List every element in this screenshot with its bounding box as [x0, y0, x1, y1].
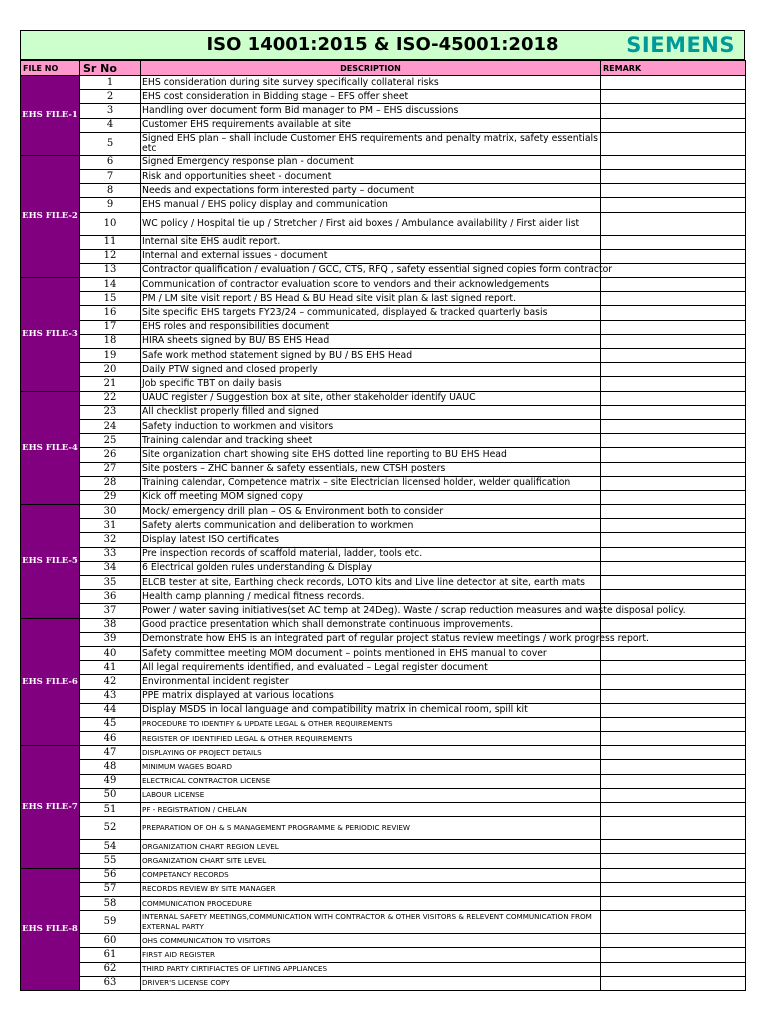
remark-cell[interactable]	[601, 868, 746, 882]
table-body	[21, 76, 746, 991]
sr-no-cell: 18	[80, 334, 141, 348]
table-header-row	[21, 61, 746, 76]
sr-no-cell: 54	[80, 840, 141, 854]
sr-no-cell: 21	[80, 377, 141, 391]
file-group-label: EHS FILE-4	[21, 391, 80, 505]
title-bar	[20, 30, 745, 60]
description-cell: Communication of contractor evaluation score to vendors and their acknowledgements	[141, 278, 601, 292]
table-row	[21, 419, 746, 433]
table-row	[21, 817, 746, 840]
remark-cell[interactable]	[601, 419, 746, 433]
description-cell: Needs and expectations form interested party – document	[141, 184, 601, 198]
remark-cell[interactable]	[601, 547, 746, 561]
sr-no-cell: 47	[80, 746, 141, 760]
remark-cell[interactable]	[601, 434, 746, 448]
sr-no-cell: 20	[80, 363, 141, 377]
description-cell: HIRA sheets signed by BU/ BS EHS Head	[141, 334, 601, 348]
remark-cell[interactable]	[601, 320, 746, 334]
sr-no-cell: 60	[80, 934, 141, 948]
sr-no-cell: 35	[80, 576, 141, 590]
description-cell: PROCEDURE TO IDENTIFY & UPDATE LEGAL & OTHER REQUIREMENTS	[141, 717, 601, 731]
sr-no-cell: 27	[80, 462, 141, 476]
remark-cell[interactable]	[601, 306, 746, 320]
description-cell: Job specific TBT on daily basis	[141, 377, 601, 391]
description-cell: Training calendar, Competence matrix – site Electrician licensed holder, welder qualification	[141, 476, 601, 490]
table-row	[21, 198, 746, 212]
remark-cell[interactable]	[601, 746, 746, 760]
description-cell: Safety alerts communication and deliberation to workmen	[141, 519, 601, 533]
sr-no-cell: 28	[80, 476, 141, 490]
table-row	[21, 732, 746, 746]
remark-cell[interactable]	[601, 363, 746, 377]
sr-no-cell: 10	[80, 212, 141, 235]
remark-cell[interactable]	[601, 840, 746, 854]
sr-no-cell: 56	[80, 868, 141, 882]
file-group-label: EHS FILE-8	[21, 868, 80, 990]
table-row	[21, 448, 746, 462]
table-row	[21, 249, 746, 263]
description-cell: Training calendar and tracking sheet	[141, 434, 601, 448]
sr-no-cell: 5	[80, 132, 141, 155]
remark-cell[interactable]	[601, 118, 746, 132]
description-cell: REGISTER OF IDENTIFIED LEGAL & OTHER REQUIREMENTS	[141, 732, 601, 746]
remark-cell[interactable]	[601, 803, 746, 817]
sr-no-cell: 15	[80, 292, 141, 306]
description-cell: EHS roles and responsibilities document	[141, 320, 601, 334]
table-row	[21, 334, 746, 348]
table-row	[21, 675, 746, 689]
table-row	[21, 292, 746, 306]
sr-no-cell: 50	[80, 788, 141, 802]
remark-cell[interactable]	[601, 278, 746, 292]
table-row	[21, 788, 746, 802]
table-row	[21, 377, 746, 391]
description-cell: ELCB tester at site, Earthing check records, LOTO kits and Live line detector at site, earth mats	[141, 576, 601, 590]
siemens-logo: SIEMENS	[626, 33, 735, 57]
description-cell: 6 Electrical golden rules understanding & Display	[141, 561, 601, 575]
sr-no-cell: 23	[80, 405, 141, 419]
sr-no-cell: 17	[80, 320, 141, 334]
remark-cell[interactable]	[601, 212, 746, 235]
table-row	[21, 235, 746, 249]
description-cell: ORGANIZATION CHART SITE LEVEL	[141, 854, 601, 868]
table-row	[21, 911, 746, 934]
description-cell: EHS cost consideration in Bidding stage – EFS offer sheet	[141, 90, 601, 104]
description-cell: PF - REGISTRATION / CHELAN	[141, 803, 601, 817]
description-cell: Safe work method statement signed by BU / BS EHS Head	[141, 349, 601, 363]
description-cell: Mock/ emergency drill plan – OS & Environment both to consider	[141, 505, 601, 519]
remark-cell[interactable]	[601, 349, 746, 363]
table-row	[21, 703, 746, 717]
file-group-label: EHS FILE-2	[21, 155, 80, 277]
table-row	[21, 618, 746, 632]
file-group-label: EHS FILE-1	[21, 76, 80, 156]
file-group-label: EHS FILE-7	[21, 746, 80, 868]
sr-no-cell: 38	[80, 618, 141, 632]
remark-cell[interactable]	[601, 263, 746, 277]
sr-no-cell: 33	[80, 547, 141, 561]
sr-no-cell: 32	[80, 533, 141, 547]
description-cell: Site posters – ZHC banner & safety essentials, new CTSH posters	[141, 462, 601, 476]
description-cell: Display latest ISO certificates	[141, 533, 601, 547]
remark-cell[interactable]	[601, 760, 746, 774]
table-row	[21, 76, 746, 90]
table-row	[21, 533, 746, 547]
description-cell: Site organization chart showing site EHS dotted line reporting to BU EHS Head	[141, 448, 601, 462]
description-cell: Customer EHS requirements available at site	[141, 118, 601, 132]
remark-cell[interactable]	[601, 732, 746, 746]
table-row	[21, 349, 746, 363]
sr-no-cell: 48	[80, 760, 141, 774]
sr-no-cell: 12	[80, 249, 141, 263]
sr-no-cell: 19	[80, 349, 141, 363]
description-cell: DRIVER'S LICENSE COPY	[141, 976, 601, 990]
remark-cell[interactable]	[601, 476, 746, 490]
remark-cell[interactable]	[601, 948, 746, 962]
table-row	[21, 363, 746, 377]
page-title: ISO 14001:2015 & ISO-45001:2018	[206, 34, 559, 55]
description-cell: RECORDS REVIEW BY SITE MANAGER	[141, 882, 601, 896]
description-cell: EHS manual / EHS policy display and communication	[141, 198, 601, 212]
description-cell: PPE matrix displayed at various locations	[141, 689, 601, 703]
document-sheet	[20, 30, 745, 991]
remark-cell[interactable]	[601, 962, 746, 976]
description-cell: Signed Emergency response plan - document	[141, 155, 601, 169]
remark-cell[interactable]	[601, 90, 746, 104]
description-cell: Risk and opportunities sheet - document	[141, 169, 601, 183]
remark-cell[interactable]	[601, 646, 746, 660]
table-row	[21, 760, 746, 774]
table-row	[21, 169, 746, 183]
table-row	[21, 212, 746, 235]
sr-no-cell: 8	[80, 184, 141, 198]
description-cell: Internal site EHS audit report.	[141, 235, 601, 249]
table-row	[21, 391, 746, 405]
table-row	[21, 576, 746, 590]
sr-no-cell: 58	[80, 896, 141, 910]
description-cell: Signed EHS plan – shall include Customer EHS requirements and penalty matrix, safety essentials etc	[141, 132, 601, 155]
table-row	[21, 505, 746, 519]
sr-no-cell: 26	[80, 448, 141, 462]
remark-cell[interactable]	[601, 76, 746, 90]
sr-no-cell: 41	[80, 661, 141, 675]
sr-no-cell: 6	[80, 155, 141, 169]
remark-cell[interactable]	[601, 976, 746, 990]
sr-no-cell: 49	[80, 774, 141, 788]
remark-cell[interactable]	[601, 132, 746, 155]
description-cell: Site specific EHS targets FY23/24 – communicated, displayed & tracked quarterly basis	[141, 306, 601, 320]
checklist-table	[20, 60, 746, 991]
sr-no-cell: 14	[80, 278, 141, 292]
file-no-header: FILE NO	[21, 61, 80, 76]
remark-cell[interactable]	[601, 911, 746, 934]
description-cell: MINIMUM WAGES BOARD	[141, 760, 601, 774]
sr-no-cell: 16	[80, 306, 141, 320]
table-row	[21, 948, 746, 962]
table-row	[21, 896, 746, 910]
description-cell: All checklist properly filled and signed	[141, 405, 601, 419]
table-row	[21, 490, 746, 504]
remark-cell[interactable]	[601, 590, 746, 604]
table-row	[21, 519, 746, 533]
sr-no-cell: 45	[80, 717, 141, 731]
remark-cell[interactable]	[601, 788, 746, 802]
remark-cell[interactable]	[601, 405, 746, 419]
sr-no-cell: 37	[80, 604, 141, 618]
table-row	[21, 306, 746, 320]
remark-cell[interactable]	[601, 675, 746, 689]
table-row	[21, 263, 746, 277]
table-row	[21, 803, 746, 817]
table-row	[21, 278, 746, 292]
description-cell: WC policy / Hospital tie up / Stretcher / First aid boxes / Ambulance availability / First aider list	[141, 212, 601, 235]
sr-no-cell: 4	[80, 118, 141, 132]
table-row	[21, 320, 746, 334]
sr-no-cell: 13	[80, 263, 141, 277]
description-cell: Demonstrate how EHS is an integrated part of regular project status review meetings / work progress report.	[141, 632, 601, 646]
sr-no-cell: 63	[80, 976, 141, 990]
sr-no-cell: 59	[80, 911, 141, 934]
sr-no-cell: 7	[80, 169, 141, 183]
description-cell: Daily PTW signed and closed properly	[141, 363, 601, 377]
table-row	[21, 882, 746, 896]
table-row	[21, 405, 746, 419]
remark-cell[interactable]	[601, 249, 746, 263]
sr-no-cell: 29	[80, 490, 141, 504]
sr-no-cell: 24	[80, 419, 141, 433]
table-row	[21, 434, 746, 448]
table-row	[21, 646, 746, 660]
table-row	[21, 462, 746, 476]
description-cell: INTERNAL SAFETY MEETINGS,COMMUNICATION WITH CONTRACTOR & OTHER VISITORS & RELEVENT COMMUNICATION FROM EXTERNAL PARTY	[141, 911, 601, 934]
description-cell: Kick off meeting MOM signed copy	[141, 490, 601, 504]
description-cell: Pre inspection records of scaffold material, ladder, tools etc.	[141, 547, 601, 561]
description-cell: PREPARATION OF OH & S MANAGEMENT PROGRAMME & PERIODIC REVIEW	[141, 817, 601, 840]
remark-cell[interactable]	[601, 896, 746, 910]
table-row	[21, 155, 746, 169]
sr-no-cell: 9	[80, 198, 141, 212]
description-cell: PM / LM site visit report / BS Head & BU Head site visit plan & last signed report.	[141, 292, 601, 306]
table-row	[21, 476, 746, 490]
description-cell: Safety induction to workmen and visitors	[141, 419, 601, 433]
table-row	[21, 934, 746, 948]
description-cell: Contractor qualification / evaluation / GCC, CTS, RFQ , safety essential signed copies form contractor	[141, 263, 601, 277]
table-row	[21, 717, 746, 731]
remark-cell[interactable]	[601, 490, 746, 504]
remark-cell[interactable]	[601, 854, 746, 868]
description-cell: ORGANIZATION CHART REGION LEVEL	[141, 840, 601, 854]
remark-cell[interactable]	[601, 334, 746, 348]
remark-cell[interactable]	[601, 235, 746, 249]
table-row	[21, 689, 746, 703]
remark-cell[interactable]	[601, 519, 746, 533]
sr-no-cell: 3	[80, 104, 141, 118]
sr-no-cell: 25	[80, 434, 141, 448]
description-cell: Handling over document form Bid manager to PM – EHS discussions	[141, 104, 601, 118]
sr-no-cell: 31	[80, 519, 141, 533]
sr-no-cell: 11	[80, 235, 141, 249]
file-group-label: EHS FILE-5	[21, 505, 80, 619]
table-row	[21, 561, 746, 575]
table-row	[21, 590, 746, 604]
sr-no-cell: 55	[80, 854, 141, 868]
remark-header: REMARK	[601, 61, 746, 76]
file-group-label: EHS FILE-6	[21, 618, 80, 746]
table-row	[21, 104, 746, 118]
remark-cell[interactable]	[601, 462, 746, 476]
remark-cell[interactable]	[601, 618, 746, 632]
remark-cell[interactable]	[601, 184, 746, 198]
table-row	[21, 661, 746, 675]
table-row	[21, 840, 746, 854]
sr-no-cell: 51	[80, 803, 141, 817]
sr-no-cell: 36	[80, 590, 141, 604]
description-cell: Internal and external issues - document	[141, 249, 601, 263]
description-cell: Display MSDS in local language and compatibility matrix in chemical room, spill kit	[141, 703, 601, 717]
remark-cell[interactable]	[601, 104, 746, 118]
remark-cell[interactable]	[601, 661, 746, 675]
remark-cell[interactable]	[601, 198, 746, 212]
description-cell: THIRD PARTY CIRTIFIACTES OF LIFTING APPLIANCES	[141, 962, 601, 976]
sr-no-cell: 2	[80, 90, 141, 104]
sr-no-cell: 44	[80, 703, 141, 717]
remark-cell[interactable]	[601, 717, 746, 731]
sr-no-cell: 1	[80, 76, 141, 90]
description-cell: COMMUNICATION PROCEDURE	[141, 896, 601, 910]
remark-cell[interactable]	[601, 155, 746, 169]
file-group-label: EHS FILE-3	[21, 278, 80, 392]
remark-cell[interactable]	[601, 774, 746, 788]
description-cell: Safety committee meeting MOM document – points mentioned in EHS manual to cover	[141, 646, 601, 660]
remark-cell[interactable]	[601, 817, 746, 840]
table-row	[21, 132, 746, 155]
sr-no-cell: 61	[80, 948, 141, 962]
description-cell: LABOUR LICENSE	[141, 788, 601, 802]
remark-cell[interactable]	[601, 169, 746, 183]
sr-no-cell: 39	[80, 632, 141, 646]
table-row	[21, 774, 746, 788]
table-row	[21, 976, 746, 990]
remark-cell[interactable]	[601, 505, 746, 519]
table-row	[21, 604, 746, 618]
description-cell: DISPLAYING OF PROJECT DETAILS	[141, 746, 601, 760]
remark-cell[interactable]	[601, 533, 746, 547]
table-row	[21, 854, 746, 868]
sr-no-header: Sr No	[80, 61, 141, 76]
sr-no-cell: 43	[80, 689, 141, 703]
sr-no-cell: 52	[80, 817, 141, 840]
description-cell: EHS consideration during site survey specifically collateral risks	[141, 76, 601, 90]
description-cell: Health camp planning / medical fitness records.	[141, 590, 601, 604]
table-row	[21, 547, 746, 561]
table-row	[21, 90, 746, 104]
description-cell: COMPETANCY RECORDS	[141, 868, 601, 882]
table-row	[21, 962, 746, 976]
sr-no-cell: 62	[80, 962, 141, 976]
description-cell: Environmental incident register	[141, 675, 601, 689]
remark-cell[interactable]	[601, 689, 746, 703]
remark-cell[interactable]	[601, 448, 746, 462]
table-row	[21, 184, 746, 198]
sr-no-cell: 30	[80, 505, 141, 519]
remark-cell[interactable]	[601, 882, 746, 896]
remark-cell[interactable]	[601, 292, 746, 306]
description-cell: UAUC register / Suggestion box at site, other stakeholder identify UAUC	[141, 391, 601, 405]
sr-no-cell: 34	[80, 561, 141, 575]
description-cell: ELECTRICAL CONTRACTOR LICENSE	[141, 774, 601, 788]
remark-cell[interactable]	[601, 391, 746, 405]
sr-no-cell: 40	[80, 646, 141, 660]
remark-cell[interactable]	[601, 703, 746, 717]
sr-no-cell: 42	[80, 675, 141, 689]
remark-cell[interactable]	[601, 561, 746, 575]
remark-cell[interactable]	[601, 377, 746, 391]
description-cell: Good practice presentation which shall demonstrate continuous improvements.	[141, 618, 601, 632]
description-cell: FIRST AID REGISTER	[141, 948, 601, 962]
sr-no-cell: 46	[80, 732, 141, 746]
remark-cell[interactable]	[601, 934, 746, 948]
description-cell: All legal requirements identified, and evaluated – Legal register document	[141, 661, 601, 675]
sr-no-cell: 57	[80, 882, 141, 896]
table-row	[21, 632, 746, 646]
description-cell: OHS COMMUNICATION TO VISITORS	[141, 934, 601, 948]
table-row	[21, 118, 746, 132]
description-cell: Power / water saving initiatives(set AC temp at 24Deg). Waste / scrap reduction measures and waste disposal policy.	[141, 604, 601, 618]
table-row	[21, 746, 746, 760]
table-row	[21, 868, 746, 882]
description-header: DESCRIPTION	[141, 61, 601, 76]
remark-cell[interactable]	[601, 576, 746, 590]
sr-no-cell: 22	[80, 391, 141, 405]
